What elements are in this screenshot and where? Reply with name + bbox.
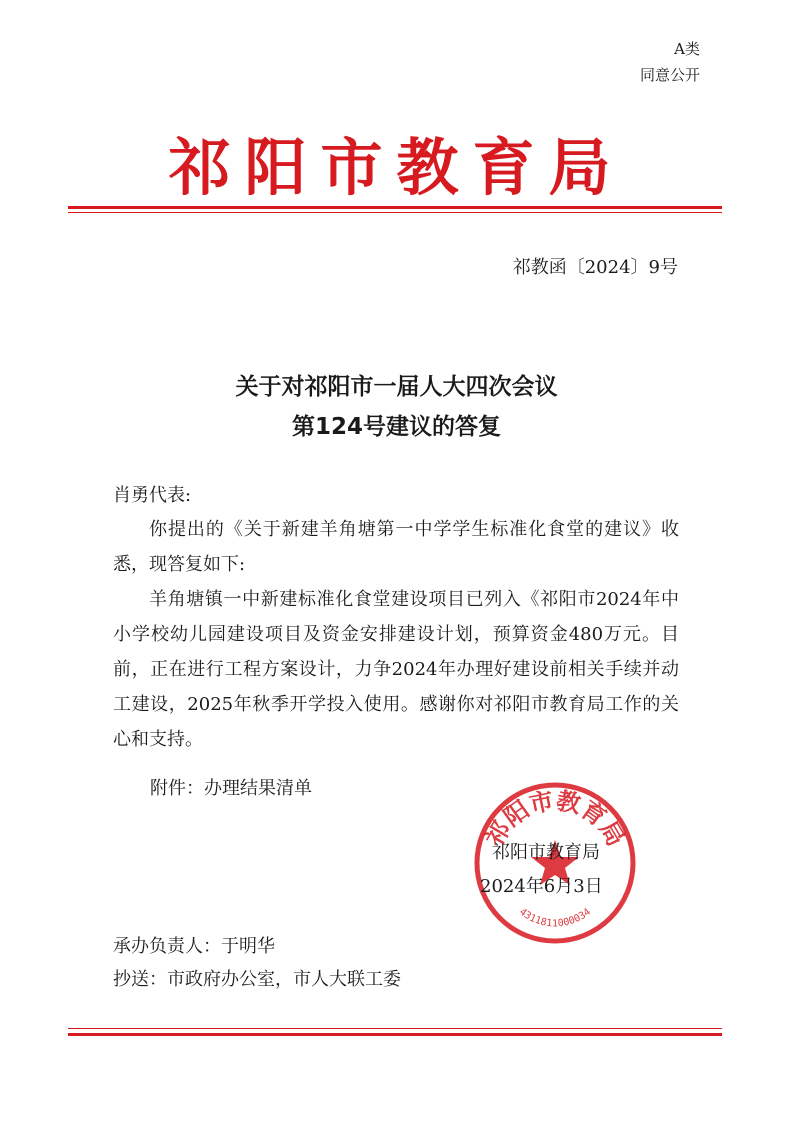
seal-text: 祁阳市教育局 [480,786,630,852]
title-line-2: 第124号建议的答复 [291,414,501,440]
cc-line: 抄送：市政府办公室，市人大联工委 [113,969,401,990]
footer-rule-thick [68,1033,722,1036]
attachment-line: 附件：办理结果清单 [150,778,312,799]
classification-block [640,36,700,88]
salutation: 肖勇代表: [113,485,192,506]
footer-rule-thin [68,1028,722,1029]
handler-line: 承办负责人：于明华 [113,936,275,957]
organization-header: 祁阳市教育局 [168,131,625,204]
disclosure-label: 同意公开 [639,66,700,84]
body-paragraph-1: 你提出的《关于新建羊角塘第一中学学生标准化食堂的建议》收悉，现答复如下: [113,519,679,575]
svg-text:4311811000034 [517,907,593,930]
signature-date: 2024年6月3日 [480,876,603,897]
classification-label: A类 [674,40,700,58]
document-number: 祁教函〔2024〕9号 [512,257,678,278]
title-line-1: 关于对祁阳市一届人大四次会议 [235,374,558,400]
signature-organization: 祁阳市教育局 [492,842,600,863]
body-paragraph-2: 羊角塘镇一中新建标准化食堂建设项目已列入《祁阳市2024年中小学校幼儿园建设项目及资金安排建设计划，预算资金480万元。目前，正在进行工程方案设计，力争2024年办理好建设前相关手续并动工建设，2025年秋季开学投入使用。感谢你对祁阳市教育局工作的关心和支持。 [113,589,679,750]
header-rule-thick [68,206,722,209]
header-rule-thin [68,212,722,213]
seal-code: 4311811000034 [516,906,594,930]
